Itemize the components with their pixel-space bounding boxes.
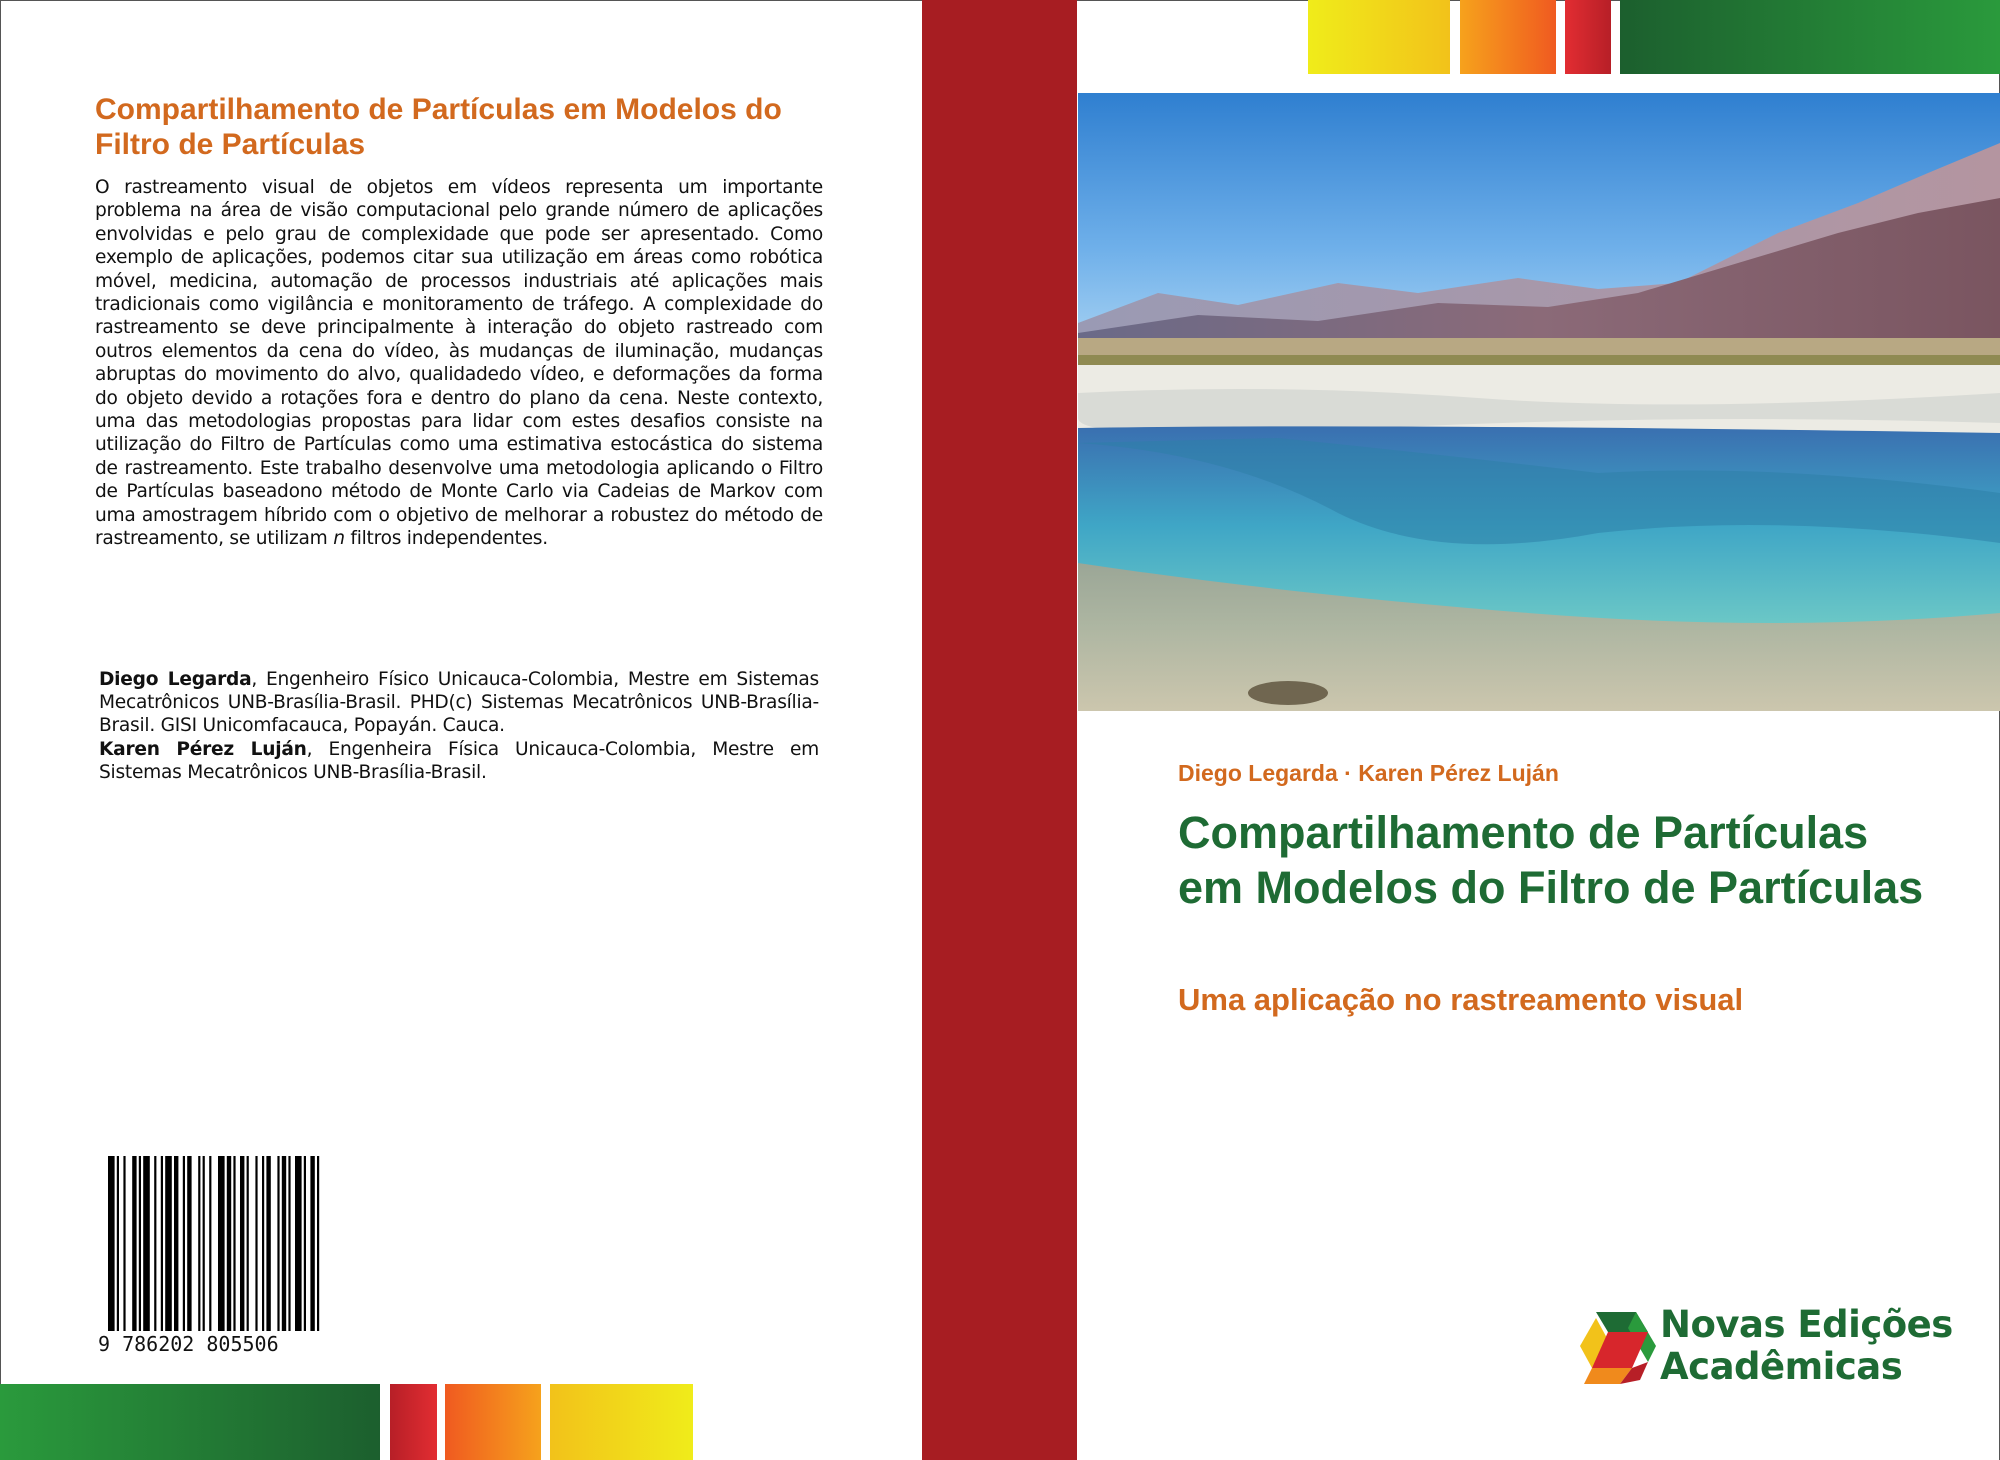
front-cover-subtitle: Uma aplicação no rastreamento visual	[1178, 982, 1744, 1017]
barcode-bar	[282, 1156, 286, 1331]
barcode-bar	[154, 1156, 156, 1331]
author-bio-2	[99, 738, 819, 784]
barcode-bar	[240, 1156, 244, 1331]
publisher-logo-icon	[1574, 1306, 1664, 1386]
barcode-bar	[139, 1156, 141, 1331]
barcode-bar	[317, 1156, 319, 1331]
author-bio-text: , Engenheiro Físico Unicauca-Colombia, Mestre em Sistemas Mecatrônicos UNB-Brasília-Brasil. PHD(c) Sistemas Mecatrônicos UNB-Brasília-Brasil. GISI Unicomfacauca, Popayán. Cauca.	[99, 669, 819, 737]
front-cover-authors: Diego Legarda · Karen Pérez Luján	[1178, 760, 1559, 786]
barcode-bar	[123, 1156, 125, 1331]
barcode-bar	[108, 1156, 115, 1331]
front-color-stripes	[1308, 0, 2000, 74]
barcode-bar	[161, 1156, 163, 1331]
barcode-bar	[266, 1156, 270, 1331]
barcode-bar	[277, 1156, 279, 1331]
barcode-bar	[165, 1156, 172, 1331]
back-cover-blurb	[95, 176, 823, 551]
barcode-bar	[183, 1156, 185, 1331]
barcode-bar	[288, 1156, 290, 1331]
barcode-bar	[310, 1156, 314, 1331]
barcode-bar	[247, 1156, 249, 1331]
blurb-text: O rastreamento visual de objetos em vídeos representa um importante problema na área de visão computacional pelo grande número de aplicações envolvidas e pelo grau de complexidade que pode ser apresentado. Como exemplo de aplicações, podemos citar sua utilização em áreas como robótica móvel, medicina, automação de processos industriais até aplicações mais tradicionais como vigilância e monitoramento de tráfego. A complexidade do rastreamento se deve principalmente à interação do objeto rastreado com outros elementos da cena do vídeo, às mudanças de iluminação, mudanças abruptas do movimento do alvo, qualidadedo vídeo, e deformações da forma do objeto devido a rotações fora e dentro do plano da cena. Neste contexto, uma das metodologias propostas para lidar com estes desafios consiste na utilização do Filtro de Partículas como uma estimativa estocástica do sistema de rastreamento. Este trabalho desenvolve uma metodologia aplicando o Filtro de Partículas baseadono método de Monte Carlo via Cadeias de Markov com uma amostragem híbrido com o objetivo de melhorar a robustez do método de rastreamento, se utilizam	[95, 177, 823, 550]
back-cover-title: Compartilhamento de Partículas em Modelos do Filtro de Partículas	[95, 93, 782, 161]
barcode-bar	[174, 1156, 178, 1331]
author-bio-1	[99, 668, 819, 738]
back-color-stripes	[0, 1384, 693, 1460]
barcode-bar	[132, 1156, 136, 1331]
barcode-bar	[117, 1156, 119, 1331]
barcode-bar	[227, 1156, 231, 1331]
blurb-text-end: filtros independentes.	[344, 528, 548, 550]
front-cover-title: Compartilhamento de Partículas em Modelos do Filtro de Partículas	[1178, 807, 1924, 913]
isbn-barcode	[108, 1156, 428, 1356]
barcode-bar	[262, 1156, 264, 1331]
barcode-bar	[143, 1156, 150, 1331]
barcode-bar	[209, 1156, 211, 1331]
author-bio-text: , Engenheira Física Unicauca-Colombia, Mestre em Sistemas Mecatrônicos UNB-Brasília-Brasil.	[99, 738, 819, 783]
barcode-bar	[304, 1156, 306, 1331]
author-bio-name: Karen Pérez Luján	[99, 738, 307, 760]
cover-photo-salt-lake	[1078, 93, 2000, 711]
isbn-digits: 9 786202 805506	[98, 1332, 279, 1356]
blurb-italic-n: n	[333, 528, 345, 550]
publisher-name-line2: Acadêmicas	[1660, 1345, 1903, 1388]
barcode-bar	[295, 1156, 302, 1331]
author-biographies	[99, 668, 819, 784]
barcode-bar	[255, 1156, 257, 1331]
author-bio-name: Diego Legarda	[99, 669, 252, 690]
barcode-bar	[233, 1156, 235, 1331]
barcode-bar	[187, 1156, 191, 1331]
barcode-bar	[198, 1156, 200, 1331]
barcode-bar	[203, 1156, 205, 1331]
book-spine	[922, 0, 1077, 1460]
barcode-bar	[218, 1156, 225, 1331]
publisher-name	[1660, 1304, 1953, 1388]
publisher-name-line1: Novas Edições	[1660, 1303, 1953, 1346]
